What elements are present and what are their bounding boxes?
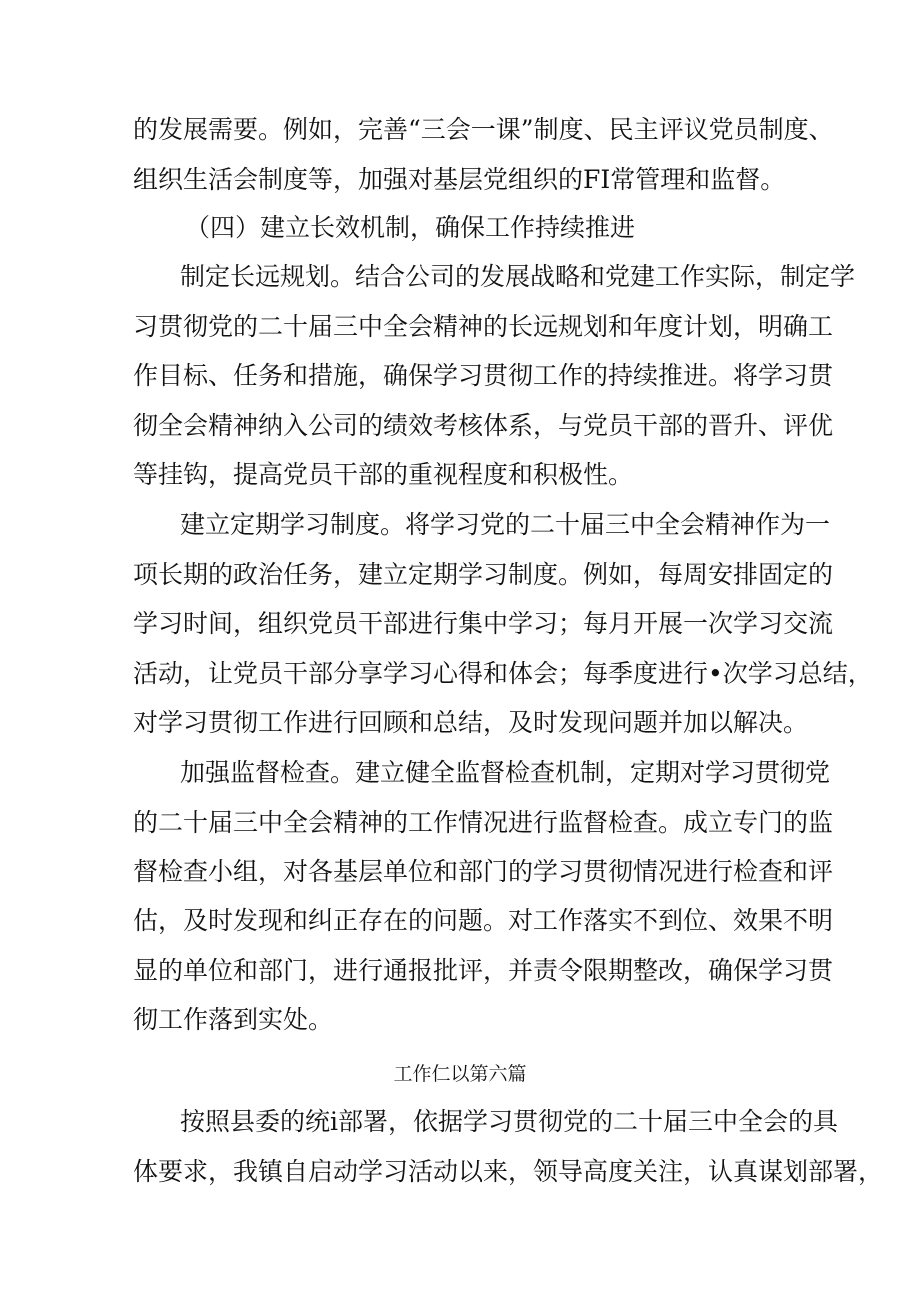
paragraph-line: 制定长远规划。结合公司的发展战略和党建工作实际，制定学 (180, 262, 856, 291)
paragraph-line: 督检查小组，对各基层单位和部门的学习贯彻情况进行检查和评 (133, 857, 834, 886)
paragraph-line: 估，及时发现和纠正存在的问题。对工作落实不到位、效果不明 (133, 906, 834, 935)
paragraph-line: 按照县委的统i部署，依据学习贯彻党的二十届三中全会的具 (180, 1107, 838, 1136)
paragraph-line: 加强监督检查。建立健全监督检查机制，定期对学习贯彻党 (180, 758, 831, 787)
paragraph-line: 学习时间，组织党员干部进行集中学习；每月开展一次学习交流 (133, 609, 834, 638)
paragraph-line: 体要求，我镇自启动学习活动以来，领导高度关注，认真谋划部署， (133, 1157, 884, 1186)
paragraph-line: 等挂钩，提高党员干部的重视程度和积极性。 (133, 460, 634, 489)
section-title: 工作仁以第六篇 (393, 1063, 527, 1085)
paragraph-line: 建立定期学习制度。将学习党的二十届三中全会精神作为一 (180, 510, 831, 539)
paragraph-line: 项长期的政治任务，建立定期学习制度。例如，每周安排固定的 (133, 560, 834, 589)
paragraph-line: 活动，让党员干部分享学习心得和体会；每季度进行•次学习总结， (133, 659, 873, 688)
paragraph-line: 显的单位和部门，进行通报批评，并责令限期整改，确保学习贯 (133, 956, 834, 985)
paragraph-line: 彻工作落到实处。 (133, 1005, 334, 1034)
paragraph-line: 彻全会精神纳入公司的绩效考核体系，与党员干部的晋升、评优 (133, 411, 834, 440)
section-heading: （四）建立长效机制，确保工作持续推进 (185, 213, 636, 242)
paragraph-line: 的二十届三中全会精神的工作情况进行监督检查。成立专门的监 (133, 808, 834, 837)
paragraph-line: 组织生活会制度等，加强对基层党组织的FI常管理和监督。 (133, 165, 786, 194)
paragraph-line: 习贯彻党的二十届三中全会精神的长远规划和年度计划，明确工 (133, 312, 834, 341)
paragraph-line: 作目标、任务和措施，确保学习贯彻工作的持续推进。将学习贯 (133, 361, 834, 390)
paragraph-line: 的发展需要。例如，完善“三会一课”制度、民主评议党员制度、 (133, 115, 834, 144)
paragraph-line: 对学习贯彻工作进行回顾和总结，及时发现问题并加以解决。 (133, 708, 809, 737)
